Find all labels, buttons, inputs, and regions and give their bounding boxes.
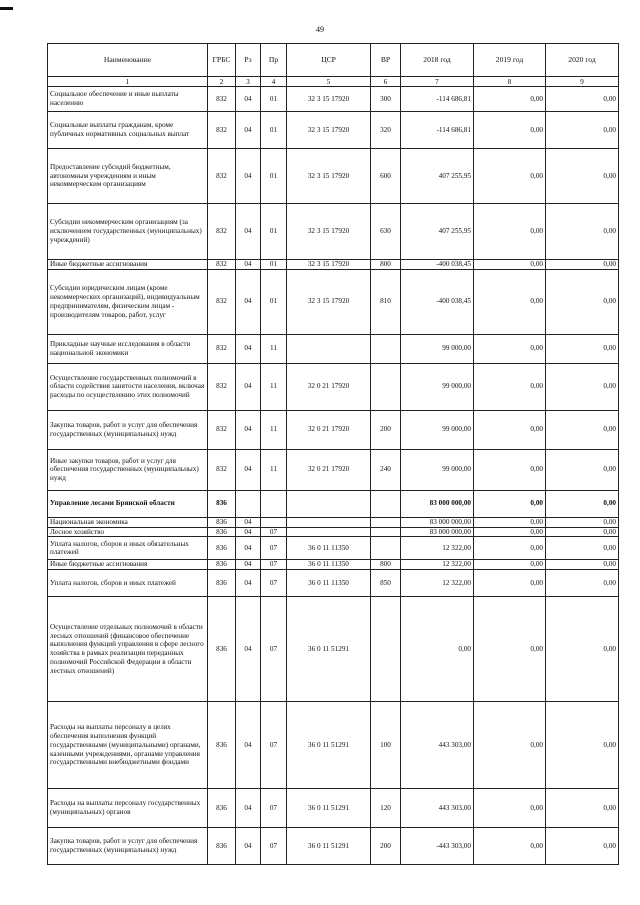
row-csr: 36 0 11 11350 xyxy=(287,537,371,560)
column-header: Рз xyxy=(236,44,261,77)
row-amount-2018: 83 000 000,00 xyxy=(401,490,474,517)
row-pr: 07 xyxy=(261,527,287,537)
table-row xyxy=(48,702,619,789)
row-name: Иные бюджетные ассигнования xyxy=(48,260,208,270)
row-name: Иные бюджетные ассигнования xyxy=(48,560,208,570)
row-vr xyxy=(371,597,401,702)
row-amount-2020: 0,00 xyxy=(546,260,619,270)
row-csr: 36 0 11 11350 xyxy=(287,560,371,570)
column-header: ВР xyxy=(371,44,401,77)
row-name: Иные закупки товаров, работ и услуг для обеспечения государственных (муниципальных) нужд xyxy=(48,449,208,490)
row-grbs: 832 xyxy=(208,260,236,270)
row-amount-2020: 0,00 xyxy=(546,334,619,363)
row-grbs: 832 xyxy=(208,87,236,112)
row-vr: 200 xyxy=(371,410,401,449)
row-name: Управление лесами Брянской области xyxy=(48,490,208,517)
row-csr: 32 0 21 17920 xyxy=(287,410,371,449)
row-amount-2018: -400 038,45 xyxy=(401,269,474,334)
row-vr: 800 xyxy=(371,260,401,270)
row-vr: 200 xyxy=(371,828,401,865)
row-pr: 07 xyxy=(261,570,287,597)
row-csr: 32 0 21 17920 xyxy=(287,449,371,490)
row-csr: 36 0 11 51291 xyxy=(287,828,371,865)
row-amount-2019: 0,00 xyxy=(474,149,546,204)
row-amount-2019: 0,00 xyxy=(474,527,546,537)
row-amount-2020: 0,00 xyxy=(546,789,619,828)
row-amount-2018: -114 686,81 xyxy=(401,87,474,112)
row-amount-2018: -114 686,81 xyxy=(401,112,474,149)
row-vr: 100 xyxy=(371,702,401,789)
row-rz: 04 xyxy=(236,597,261,702)
row-name: Предоставление субсидий бюджетным, автономным учреждениям и иным некоммерческим организациям xyxy=(48,149,208,204)
row-vr: 300 xyxy=(371,87,401,112)
table-row xyxy=(48,527,619,537)
row-rz: 04 xyxy=(236,527,261,537)
row-rz: 04 xyxy=(236,537,261,560)
row-pr: 01 xyxy=(261,149,287,204)
row-pr: 07 xyxy=(261,828,287,865)
row-csr: 32 3 15 17920 xyxy=(287,204,371,260)
row-amount-2020: 0,00 xyxy=(546,204,619,260)
row-rz: 04 xyxy=(236,702,261,789)
row-amount-2018: 12 322,00 xyxy=(401,560,474,570)
corner-scan-mark xyxy=(0,7,13,10)
row-pr xyxy=(261,490,287,517)
row-name: Лесное хозяйство xyxy=(48,527,208,537)
row-rz: 04 xyxy=(236,149,261,204)
row-grbs: 836 xyxy=(208,570,236,597)
row-name: Закупка товаров, работ и услуг для обеспечения государственных (муниципальных) нужд xyxy=(48,828,208,865)
table-row xyxy=(48,149,619,204)
row-amount-2018: 99 000,00 xyxy=(401,410,474,449)
row-vr: 120 xyxy=(371,789,401,828)
row-rz: 04 xyxy=(236,789,261,828)
row-amount-2018: 12 322,00 xyxy=(401,537,474,560)
row-amount-2018: 12 322,00 xyxy=(401,570,474,597)
row-amount-2020: 0,00 xyxy=(546,517,619,527)
table-row xyxy=(48,597,619,702)
row-rz: 04 xyxy=(236,560,261,570)
row-amount-2020: 0,00 xyxy=(546,570,619,597)
row-name: Социальное обеспечение и иные выплаты населению xyxy=(48,87,208,112)
row-csr: 36 0 11 11350 xyxy=(287,570,371,597)
row-grbs: 832 xyxy=(208,410,236,449)
row-grbs: 832 xyxy=(208,149,236,204)
row-grbs: 836 xyxy=(208,517,236,527)
row-grbs: 836 xyxy=(208,560,236,570)
row-csr: 32 0 21 17920 xyxy=(287,363,371,410)
row-vr: 810 xyxy=(371,269,401,334)
row-vr: 800 xyxy=(371,560,401,570)
table-row xyxy=(48,363,619,410)
row-amount-2020: 0,00 xyxy=(546,87,619,112)
row-name: Расходы на выплаты персоналу в целях обеспечения выполнения функций государственными (муниципальными) органами, казенными учреждениями, органами управления государственными внебюджетными фондами xyxy=(48,702,208,789)
row-pr: 11 xyxy=(261,334,287,363)
row-rz: 04 xyxy=(236,260,261,270)
row-amount-2019: 0,00 xyxy=(474,597,546,702)
row-grbs: 836 xyxy=(208,597,236,702)
row-amount-2020: 0,00 xyxy=(546,702,619,789)
table-row xyxy=(48,269,619,334)
column-number: 6 xyxy=(371,77,401,87)
column-header: 2020 год xyxy=(546,44,619,77)
row-csr xyxy=(287,490,371,517)
row-vr xyxy=(371,490,401,517)
row-rz: 04 xyxy=(236,410,261,449)
row-name: Осуществление отдельных полномочий в области лесных отношений (финансовое обеспечение выполнения функций управления в сфере лесного хозяйства в рамках реализации переданных полномочий Российской Федерации в области лестных отношений) xyxy=(48,597,208,702)
row-amount-2018: -400 038,45 xyxy=(401,260,474,270)
row-name: Субсидии юридическим лицам (кроме некоммерческих организаций), индивидуальным предпринимателям, физическим лицам - производителям товаров, работ, услуг xyxy=(48,269,208,334)
row-rz: 04 xyxy=(236,517,261,527)
row-pr: 01 xyxy=(261,269,287,334)
row-rz xyxy=(236,490,261,517)
row-pr: 11 xyxy=(261,449,287,490)
row-vr: 320 xyxy=(371,112,401,149)
row-vr xyxy=(371,334,401,363)
column-number: 1 xyxy=(48,77,208,87)
row-grbs: 832 xyxy=(208,449,236,490)
row-amount-2019: 0,00 xyxy=(474,260,546,270)
row-name: Субсидии некоммерческим организациям (за исключением государственных (муниципальных) учреждений) xyxy=(48,204,208,260)
row-amount-2020: 0,00 xyxy=(546,410,619,449)
row-amount-2020: 0,00 xyxy=(546,597,619,702)
table-row xyxy=(48,112,619,149)
row-rz: 04 xyxy=(236,828,261,865)
row-amount-2019: 0,00 xyxy=(474,560,546,570)
row-name: Уплата налогов, сборов и иных обязательных платежей xyxy=(48,537,208,560)
row-grbs: 832 xyxy=(208,363,236,410)
row-amount-2018: 443 303,00 xyxy=(401,702,474,789)
column-number: 5 xyxy=(287,77,371,87)
row-rz: 04 xyxy=(236,363,261,410)
table-row xyxy=(48,260,619,270)
row-amount-2019: 0,00 xyxy=(474,490,546,517)
row-amount-2020: 0,00 xyxy=(546,537,619,560)
row-amount-2019: 0,00 xyxy=(474,537,546,560)
table-row xyxy=(48,570,619,597)
row-vr: 630 xyxy=(371,204,401,260)
row-amount-2020: 0,00 xyxy=(546,149,619,204)
column-number: 4 xyxy=(261,77,287,87)
table-row xyxy=(48,789,619,828)
row-vr xyxy=(371,527,401,537)
row-name: Прикладные научные исследования в области национальной экономики xyxy=(48,334,208,363)
row-vr xyxy=(371,517,401,527)
row-pr: 11 xyxy=(261,363,287,410)
row-grbs: 836 xyxy=(208,537,236,560)
row-amount-2019: 0,00 xyxy=(474,204,546,260)
row-amount-2019: 0,00 xyxy=(474,269,546,334)
row-amount-2019: 0,00 xyxy=(474,363,546,410)
budget-table xyxy=(47,43,619,865)
column-header: ГРБС xyxy=(208,44,236,77)
table-row xyxy=(48,87,619,112)
row-rz: 04 xyxy=(236,204,261,260)
row-rz: 04 xyxy=(236,87,261,112)
table-row xyxy=(48,410,619,449)
row-pr: 07 xyxy=(261,702,287,789)
row-pr: 07 xyxy=(261,560,287,570)
row-amount-2019: 0,00 xyxy=(474,449,546,490)
row-amount-2018: 443 303,00 xyxy=(401,789,474,828)
row-amount-2020: 0,00 xyxy=(546,269,619,334)
row-amount-2018: 99 000,00 xyxy=(401,449,474,490)
row-pr xyxy=(261,517,287,527)
column-number: 2 xyxy=(208,77,236,87)
row-rz: 04 xyxy=(236,334,261,363)
row-name: Социальные выплаты гражданам, кроме публичных нормативных социальных выплат xyxy=(48,112,208,149)
row-rz: 04 xyxy=(236,570,261,597)
column-header: ЦСР xyxy=(287,44,371,77)
row-csr: 32 3 15 17920 xyxy=(287,269,371,334)
row-name: Осуществление государственных полномочий в области содействия занятости населения, включая расходы по осуществлению этих полномочий xyxy=(48,363,208,410)
row-amount-2018: 83 000 000,00 xyxy=(401,527,474,537)
row-rz: 04 xyxy=(236,449,261,490)
table-row xyxy=(48,334,619,363)
row-pr: 07 xyxy=(261,537,287,560)
row-pr: 01 xyxy=(261,87,287,112)
row-amount-2019: 0,00 xyxy=(474,702,546,789)
row-csr xyxy=(287,527,371,537)
column-header: 2019 год xyxy=(474,44,546,77)
row-pr: 07 xyxy=(261,597,287,702)
row-pr: 01 xyxy=(261,204,287,260)
table-row xyxy=(48,537,619,560)
row-csr: 32 3 15 17920 xyxy=(287,112,371,149)
row-amount-2019: 0,00 xyxy=(474,334,546,363)
column-number-row xyxy=(48,77,619,87)
row-csr: 32 3 15 17920 xyxy=(287,149,371,204)
row-amount-2019: 0,00 xyxy=(474,112,546,149)
row-amount-2020: 0,00 xyxy=(546,527,619,537)
row-amount-2018: -443 303,00 xyxy=(401,828,474,865)
row-pr: 01 xyxy=(261,112,287,149)
row-grbs: 832 xyxy=(208,112,236,149)
row-grbs: 836 xyxy=(208,828,236,865)
row-csr: 36 0 11 51291 xyxy=(287,789,371,828)
row-grbs: 832 xyxy=(208,334,236,363)
row-csr: 32 3 15 17920 xyxy=(287,87,371,112)
column-header: 2018 год xyxy=(401,44,474,77)
row-name: Уплата налогов, сборов и иных платежей xyxy=(48,570,208,597)
row-amount-2019: 0,00 xyxy=(474,789,546,828)
row-vr xyxy=(371,537,401,560)
row-amount-2019: 0,00 xyxy=(474,570,546,597)
row-vr xyxy=(371,363,401,410)
row-pr: 11 xyxy=(261,410,287,449)
row-name: Закупка товаров, работ и услуг для обеспечения государственных (муниципальных) нужд xyxy=(48,410,208,449)
row-grbs: 836 xyxy=(208,789,236,828)
column-number: 7 xyxy=(401,77,474,87)
row-grbs: 836 xyxy=(208,527,236,537)
table-row xyxy=(48,560,619,570)
row-grbs: 836 xyxy=(208,702,236,789)
row-amount-2020: 0,00 xyxy=(546,112,619,149)
page-number: 49 xyxy=(316,25,324,34)
row-csr: 36 0 11 51291 xyxy=(287,597,371,702)
row-amount-2020: 0,00 xyxy=(546,449,619,490)
table-row xyxy=(48,449,619,490)
row-csr xyxy=(287,517,371,527)
row-csr xyxy=(287,334,371,363)
row-amount-2019: 0,00 xyxy=(474,87,546,112)
row-name: Расходы на выплаты персоналу государственных (муниципальных) органов xyxy=(48,789,208,828)
row-csr: 36 0 11 51291 xyxy=(287,702,371,789)
row-rz: 04 xyxy=(236,269,261,334)
column-header: Пр xyxy=(261,44,287,77)
row-pr: 01 xyxy=(261,260,287,270)
row-grbs: 832 xyxy=(208,204,236,260)
row-amount-2019: 0,00 xyxy=(474,828,546,865)
row-amount-2018: 407 255,95 xyxy=(401,204,474,260)
column-number: 9 xyxy=(546,77,619,87)
header-row xyxy=(48,44,619,77)
row-amount-2019: 0,00 xyxy=(474,517,546,527)
table-row xyxy=(48,204,619,260)
row-rz: 04 xyxy=(236,112,261,149)
row-vr: 240 xyxy=(371,449,401,490)
table-row xyxy=(48,828,619,865)
row-vr: 850 xyxy=(371,570,401,597)
row-name: Национальная экономика xyxy=(48,517,208,527)
row-amount-2018: 83 000 000,00 xyxy=(401,517,474,527)
row-amount-2018: 99 000,00 xyxy=(401,363,474,410)
column-header: Наименование xyxy=(48,44,208,77)
row-amount-2020: 0,00 xyxy=(546,363,619,410)
column-number: 3 xyxy=(236,77,261,87)
row-amount-2018: 0,00 xyxy=(401,597,474,702)
row-amount-2020: 0,00 xyxy=(546,490,619,517)
row-amount-2020: 0,00 xyxy=(546,828,619,865)
row-csr: 32 3 15 17920 xyxy=(287,260,371,270)
row-amount-2018: 407 255,95 xyxy=(401,149,474,204)
row-grbs: 836 xyxy=(208,490,236,517)
column-number: 8 xyxy=(474,77,546,87)
row-vr: 600 xyxy=(371,149,401,204)
table-row xyxy=(48,517,619,527)
table-body xyxy=(48,87,619,865)
row-amount-2019: 0,00 xyxy=(474,410,546,449)
row-grbs: 832 xyxy=(208,269,236,334)
row-pr: 07 xyxy=(261,789,287,828)
table-row xyxy=(48,490,619,517)
row-amount-2020: 0,00 xyxy=(546,560,619,570)
row-amount-2018: 99 000,00 xyxy=(401,334,474,363)
